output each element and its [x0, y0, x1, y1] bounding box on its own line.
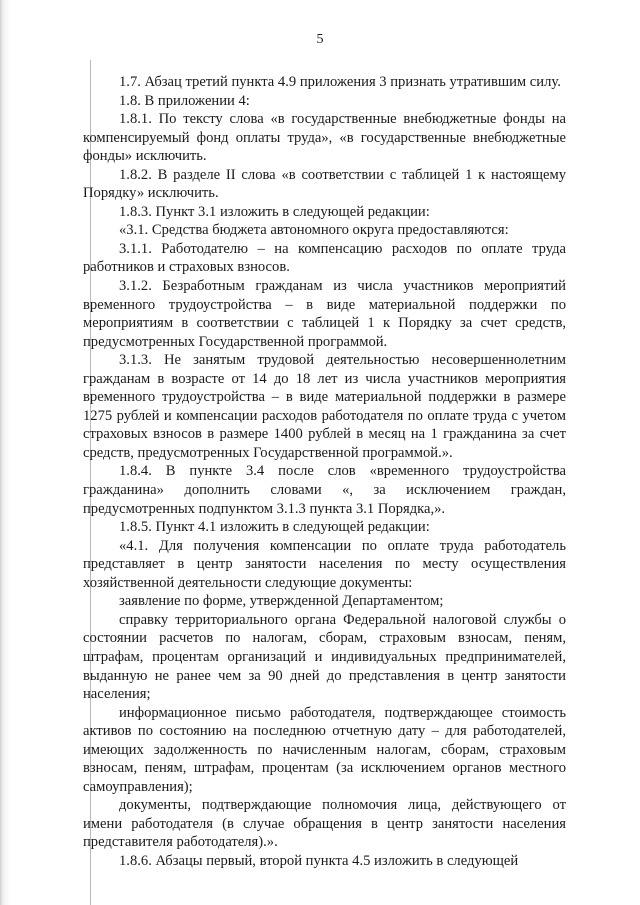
paragraph-1-8-5: 1.8.5. Пункт 4.1 изложить в следующей редакции: [119, 519, 430, 536]
paragraph-1-8-3: 1.8.3. Пункт 3.1 изложить в следующей редакции: [119, 203, 430, 220]
paragraph-1-8-1: 1.8.1. По тексту слова «в государственные внебюджетные фонды на компенсируемый фонд оплаты труда», «в государственные внебюджетные фонды» исключить. [83, 111, 566, 165]
list-item-authority-documents: документы, подтверждающие полномочия лица, действующего от имени работодателя (в случае обращения в центр занятости населения представителя работодателя).». [83, 797, 566, 851]
paragraph-1-8-4: 1.8.4. В пункте 3.4 после слов «временного трудоустройства гражданина» дополнить словами «, за исключением граждан, предусмотренных подпунктом 3.1.3 пункта 3.1 Порядка,». [83, 463, 566, 517]
paragraph-1-7: 1.7. Абзац третий пункта 4.9 приложения 3 признать утратившим силу. [119, 74, 561, 90]
list-item-tax-certificate: справку территориального органа Федеральной налоговой службы о состоянии расчетов по налогам, сборам, страховым взносам, пеням, штрафам, процентам организаций и индивидуальных предпринимателей, выданную не ранее чем за 90 дней до представления в центр занятости населения; [83, 611, 566, 703]
paragraph-3-1-1: 3.1.1. Работодателю – на компенсацию расходов по оплате труда работников и страховых взносов. [83, 240, 566, 276]
list-item-info-letter: информационное письмо работодателя, подтверждающее стоимость активов по состоянию на последнюю отчетную дату – для работодателей, имеющих задолженность по начисленным налогам, сборам, страховым взносам, пеням, штрафам, процентам (за исключением органов местного самоуправления); [83, 704, 566, 795]
paragraph-1-8: 1.8. В приложении 4: [119, 92, 250, 109]
paragraph-4-1: «4.1. Для получения компенсации по оплате труда работодатель представляет в центр занятости населения по месту осуществления хозяйственной деятельности следующие документы: [83, 537, 566, 591]
scan-edge-shadow [0, 0, 12, 905]
page-number: 5 [316, 32, 324, 47]
paragraph-3-1-3: 3.1.3. Не занятым трудовой деятельностью несовершеннолетним гражданам в возрасте от 14 до 18 лет из числа участников мероприятия временного трудоустройства – в виде материальной поддержки в размере 1275 рублей и компенсации расходов работодателя по оплате труда с учетом страховых взносов в размере 1400 рублей в месяц на 1 гражданина за счет средств, предусмотренных Государственной программой.». [83, 352, 566, 461]
paragraph-3-1-2: 3.1.2. Безработным гражданам из числа участников мероприятий временного трудоустройства – в виде материальной поддержки по мероприятиям в соответствии с таблицей 1 к Порядку за счет средств, предусмотренных Государственной программой. [83, 278, 566, 350]
document-body [83, 73, 566, 871]
paragraph-1-8-2: 1.8.2. В разделе II слова «в соответствии с таблицей 1 к настоящему Порядку» исключить. [83, 166, 566, 202]
paragraph-1-8-6: 1.8.6. Абзацы первый, второй пункта 4.5 изложить в следующей [119, 852, 519, 869]
paragraph-3-1: «3.1. Средства бюджета автономного округа предоставляются: [119, 222, 509, 239]
list-item-application-form: заявление по форме, утвержденной Департаментом; [119, 593, 444, 610]
